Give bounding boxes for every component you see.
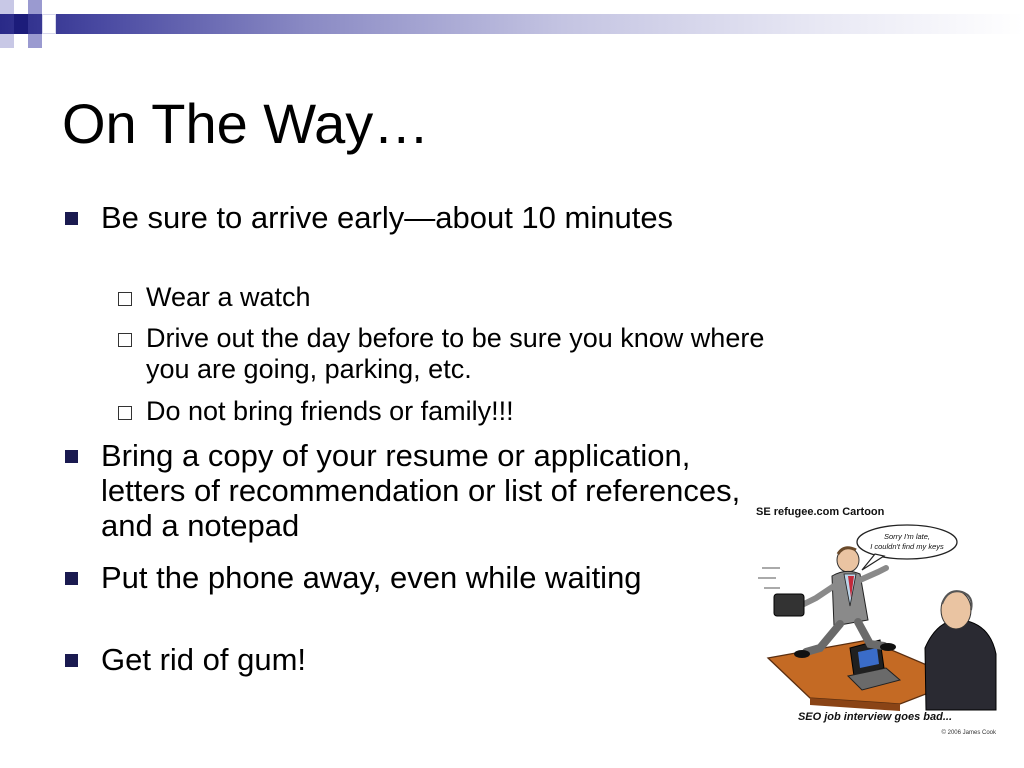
briefcase-icon — [774, 594, 804, 616]
sub-bullet-item — [116, 282, 766, 313]
bullet-item — [62, 438, 781, 543]
hollow-square-bullet-icon — [118, 406, 132, 420]
bullet-text: Be sure to arrive early—about 10 minutes — [101, 200, 674, 235]
cartoon-copyright: © 2006 James Cook — [941, 730, 996, 736]
cartoon-header: SE refugee.com Cartoon — [756, 506, 885, 518]
bullet-item — [62, 200, 701, 235]
bullet-item — [62, 642, 761, 677]
sub-bullet-item — [116, 396, 766, 427]
sub-bullet-text: Drive out the day before to be sure you know where you are going, parking, etc. — [146, 323, 765, 384]
square-bullet-icon — [65, 212, 78, 225]
speech-line-2: I couldn't find my keys — [870, 542, 944, 551]
decor-square — [28, 34, 42, 48]
bullet-text: Get rid of gum! — [101, 642, 307, 677]
hollow-square-bullet-icon — [118, 333, 132, 347]
slide-title: On The Way… — [62, 92, 430, 155]
decor-square — [14, 14, 28, 34]
motion-lines — [758, 568, 780, 588]
bullet-text: Bring a copy of your resume or application, letters of recommendation or list of references, and a notepad — [101, 438, 741, 543]
square-bullet-icon — [65, 654, 78, 667]
decor-square — [28, 0, 42, 14]
decor-square — [0, 0, 14, 14]
hollow-square-bullet-icon — [118, 292, 132, 306]
speech-line-1: Sorry I'm late, — [883, 532, 931, 541]
man-shoe — [880, 643, 896, 651]
header-band — [0, 14, 1024, 34]
sub-bullet-item — [116, 323, 766, 385]
man-shoe — [794, 650, 810, 658]
square-bullet-icon — [65, 450, 78, 463]
cartoon-caption: SEO job interview goes bad... — [797, 711, 953, 723]
cartoon-illustration — [750, 498, 1000, 740]
decor-square — [42, 14, 56, 34]
square-bullet-icon — [65, 572, 78, 585]
decor-square — [0, 34, 14, 48]
bullet-item — [62, 560, 701, 595]
man-arm-left — [804, 586, 834, 604]
interviewer-body — [925, 620, 996, 710]
sub-bullet-text: Do not bring friends or family!!! — [146, 396, 514, 426]
sub-bullet-text: Wear a watch — [146, 282, 311, 312]
bullet-text: Put the phone away, even while waiting — [101, 560, 642, 595]
man-arm-right — [860, 568, 886, 580]
